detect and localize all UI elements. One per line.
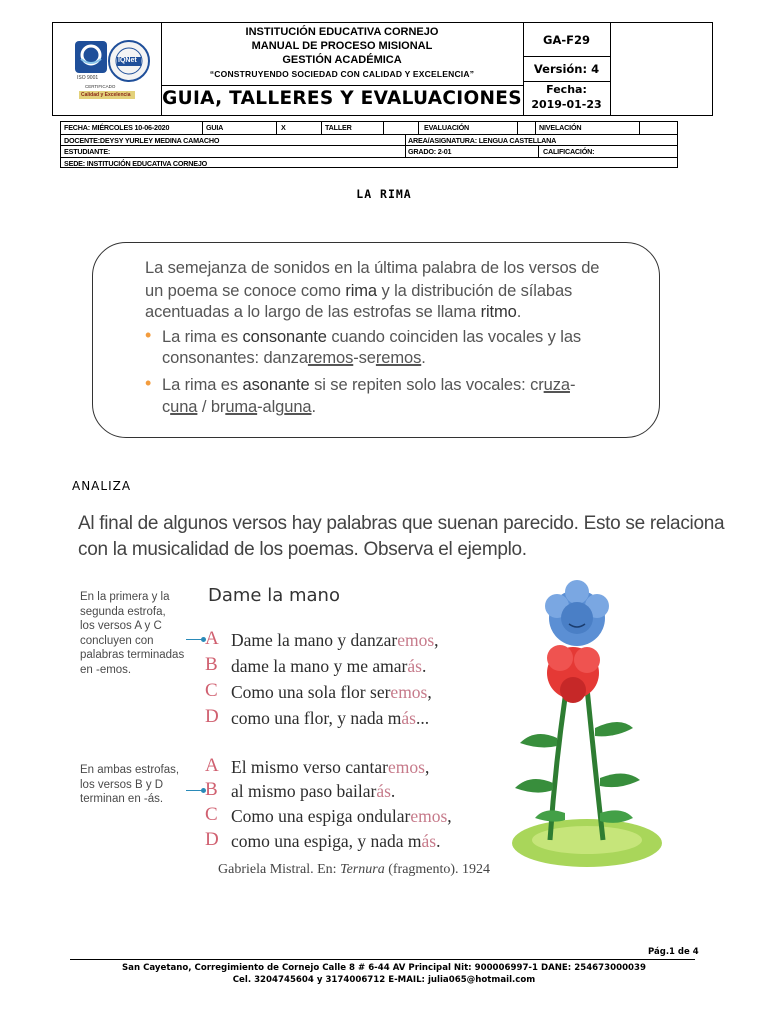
verse-letter: D xyxy=(205,706,219,727)
footer-contact: Cel. 3204745604 y 3174006712 E-MAIL: julia065@hotmail.com xyxy=(232,975,536,985)
institution-logo xyxy=(67,33,157,105)
header-table xyxy=(52,22,713,116)
verse-line: Como una espiga ondularemos, xyxy=(231,806,452,826)
verse-letter: A xyxy=(205,628,219,649)
analiza-heading: ANALIZA xyxy=(72,479,132,493)
poem-credit: Gabriela Mistral. En: Ternura (fragmento). 1924 xyxy=(218,862,491,877)
verse-letter: C xyxy=(205,804,218,825)
side-note-as: En ambas estrofas, los versos B y D terminan en -ás. xyxy=(80,764,180,805)
verse-letter: D xyxy=(205,829,219,850)
grado-cell: GRADO: 2-01 xyxy=(408,147,452,156)
verse-line: dame la mano y me amarás. xyxy=(231,656,427,676)
side-note-emos: En la primera y la segunda estrofa, los versos A y C concluyen con palabras terminadas en -emos. xyxy=(80,591,185,676)
logo-iqnet-text: IQNet xyxy=(118,57,137,64)
verse-letter: C xyxy=(205,680,218,701)
fecha-cell: FECHA: MIÉRCOLES 10-06-2020 xyxy=(64,123,170,132)
logo-caption: CERTIFICADO xyxy=(85,84,116,89)
verse-line: Dame la mano y danzaremos, xyxy=(231,630,439,650)
guia-mark: X xyxy=(281,123,286,132)
info-table xyxy=(60,121,678,168)
area-name: GESTIÓN ACADÉMICA xyxy=(282,54,402,66)
intro-line-2: con la musicalidad de los poemas. Observa el ejemplo. xyxy=(78,539,527,560)
verse-line: como una flor, y nada más... xyxy=(231,708,430,728)
assonant-rule-line-1: La rima es asonante si se repiten solo las vocales: cruza- xyxy=(162,376,576,394)
verse-letter: B xyxy=(205,654,218,675)
logo-caption-2: Calidad y Excelencia xyxy=(81,92,131,98)
document-version: Versión: 4 xyxy=(533,62,600,76)
verse-line: como una espiga, y nada más. xyxy=(231,831,441,851)
nivelacion-cell: NIVELACIÓN xyxy=(539,123,582,132)
manual-name: MANUAL DE PROCESO MISIONAL xyxy=(251,40,433,52)
estudiante-cell: ESTUDIANTE: xyxy=(64,147,111,156)
page-title: LA RIMA xyxy=(356,187,412,201)
bullet-icon: • xyxy=(145,325,152,345)
calificacion-cell: CALIFICACIÓN: xyxy=(543,147,595,156)
motto: “CONSTRUYENDO SOCIEDAD CON CALIDAD Y EXCELENCIA” xyxy=(209,69,475,79)
poem-title: Dame la mano xyxy=(208,585,340,606)
definition-line-3: acentuadas a lo largo de las estrofas se llama ritmo. xyxy=(145,303,522,321)
document-code: GA-F29 xyxy=(543,33,590,47)
guia-cell: GUIA xyxy=(206,123,224,132)
sede-cell: SEDE: INSTITUCIÓN EDUCATIVA CORNEJO xyxy=(64,158,208,168)
intro-line-1: Al final de algunos versos hay palabras que suenan parecido. Esto se relaciona xyxy=(78,513,725,534)
flower-illustration xyxy=(505,578,670,883)
verse-letter: B xyxy=(205,779,218,800)
definition-line-1: La semejanza de sonidos en la última palabra de los versos de xyxy=(145,259,600,277)
definition-line-2: un poema se conoce como rima y la distribución de sílabas xyxy=(145,282,573,300)
docente-cell: DOCENTE:DEYSY YURLEY MEDINA CAMACHO xyxy=(64,135,220,145)
asignatura-cell: AREA/ASIGNATURA: LENGUA CASTELLANA xyxy=(408,135,557,145)
verse-letter: A xyxy=(205,755,219,776)
taller-cell: TALLER xyxy=(325,123,352,132)
consonant-rule-line-1: La rima es consonante cuando coinciden las vocales y las xyxy=(162,328,582,346)
verse-line: Como una sola flor seremos, xyxy=(231,682,432,702)
page-number: Pág.1 de 4 xyxy=(648,947,699,957)
logo-iso-text: ISO 9001 xyxy=(77,75,99,81)
verse-line: al mismo paso bailarás. xyxy=(231,781,396,801)
assonant-rule-line-2: cuna / bruma-alguna. xyxy=(162,398,316,416)
footer-divider xyxy=(70,959,695,960)
date-label: Fecha: xyxy=(546,83,587,96)
bullet-icon: • xyxy=(145,373,152,393)
date-value: 2019-01-23 xyxy=(531,98,602,111)
document-title: GUIA, TALLERES Y EVALUACIONES xyxy=(162,88,522,109)
institution-name: INSTITUCIÓN EDUCATIVA CORNEJO xyxy=(245,26,439,38)
footer-address: San Cayetano, Corregimiento de Cornejo Calle 8 # 6-44 AV Principal Nit: 900006997-1 DANE: 254673000039 xyxy=(121,963,646,973)
verse-line: El mismo verso cantaremos, xyxy=(231,757,430,777)
consonant-rule-line-2: consonantes: danzaremos-seremos. xyxy=(162,349,426,367)
evaluacion-cell: EVALUACIÓN xyxy=(424,123,469,132)
